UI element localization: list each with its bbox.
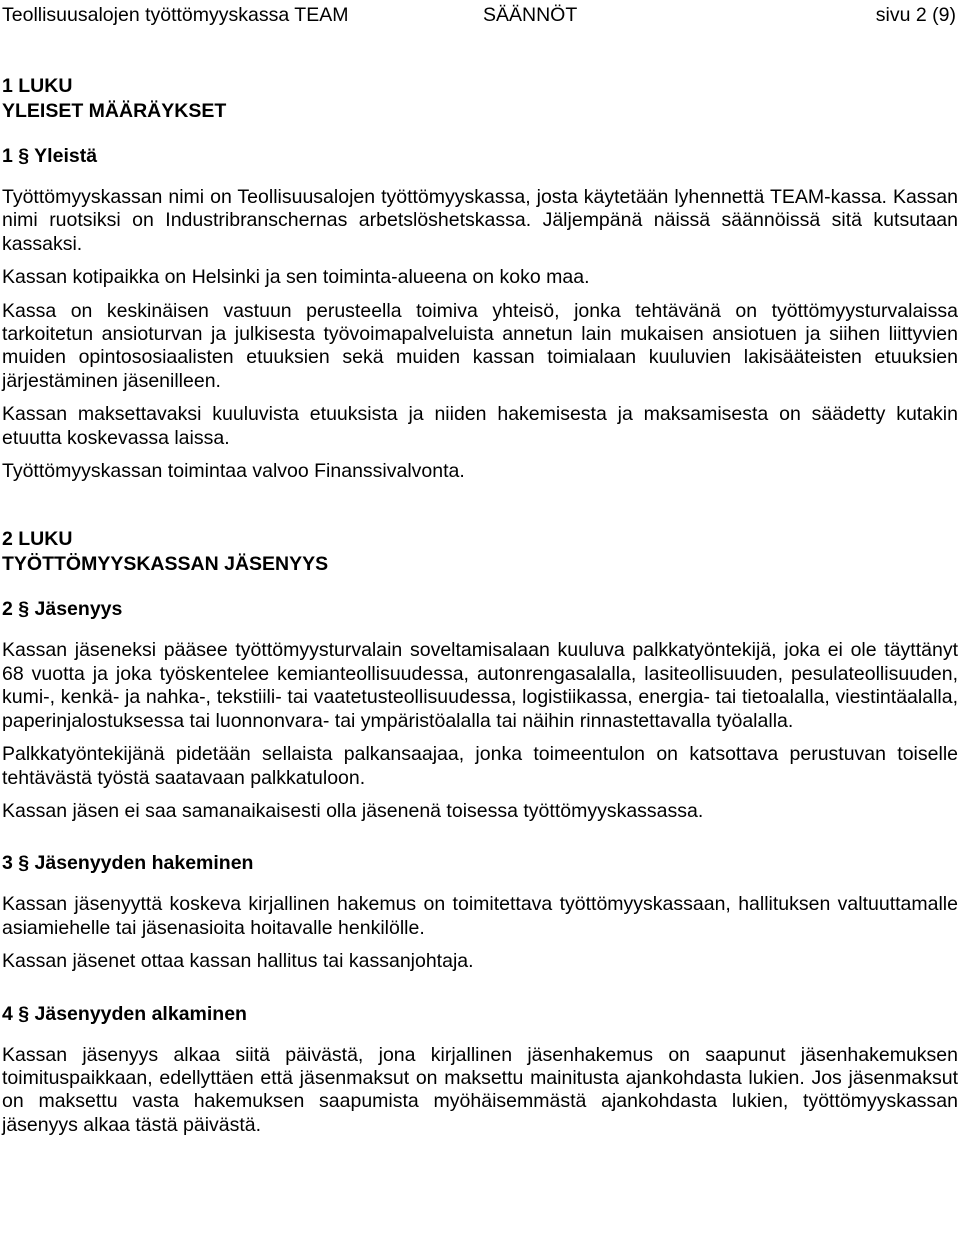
section-2-paragraph: Kassan jäsen ei saa samanaikaisesti olla jäsenenä toisessa työttömyyskassassa.	[2, 799, 704, 822]
section-1-paragraph: Kassa on keskinäisen vastuun perusteella toimiva yhteisö, jonka tehtävänä on työttömyysturvalaissa tarkoitetun ansioturvan ja julkisesta työvoimapalveluista annetun lain mukaisen ansiotuen ja siihen liittyvien muiden opintososiaalisten etuuksien sekä muiden kassan toimialaan kuuluvien lakisääteisten etuuksien järjestäminen jäsenilleen.	[2, 299, 958, 392]
header-document-title: SÄÄNNÖT	[483, 4, 578, 26]
spacer	[2, 823, 958, 851]
header-page-number: sivu 2 (9)	[875, 4, 956, 26]
chapter-1-heading	[2, 74, 958, 124]
section-3-heading: 3 § Jäsenyyden hakeminen	[2, 852, 254, 875]
spacer	[2, 974, 958, 1002]
spacer	[2, 483, 958, 527]
chapter-2-number: 2 LUKU	[2, 528, 73, 551]
chapter-2-heading	[2, 527, 958, 577]
section-3-paragraph: Kassan jäsenet ottaa kassan hallitus tai kassanjohtaja.	[2, 950, 474, 973]
section-1-heading: 1 § Yleistä	[2, 145, 98, 167]
document-body	[2, 74, 958, 1137]
section-2-heading: 2 § Jäsenyys	[2, 598, 123, 621]
section-1-paragraph: Kassan kotipaikka on Helsinki ja sen toiminta-alueena on koko maa.	[2, 266, 590, 289]
section-1-paragraph: Kassan maksettavaksi kuuluvista etuuksista ja niiden hakemisesta ja maksamisesta on säädetty kutakin etuutta koskevassa laissa.	[2, 403, 958, 449]
section-1-paragraph: Työttömyyskassan nimi on Teollisuusalojen työttömyyskassa, josta käytetään lyhennettä TEAM-kassa. Kassan nimi ruotsiksi on Industribranschernas arbetslöshetskassa. Jäljempänä näissä säännöissä sitä kutsutaan kassaksi.	[2, 186, 958, 255]
chapter-1-number: 1 LUKU	[2, 75, 73, 97]
section-2-paragraph: Kassan jäseneksi pääsee työttömyysturvalain soveltamisalaan kuuluva palkkatyöntekijä, joka ei ole täyttänyt 68 vuotta ja joka työskentelee kemianteollisuudessa, autonrengasalalla, lasiteollisuuden, pesulateollisuuden, kumi-, kenkä- ja nahka-, tekstiili- tai vaatetusteollisuudessa, logistiikassa, energia- tai tietoalalla, viestintäalalla, paperinjalostuksessa tai luonnonvara- tai ympäristöalalla tai näihin rinnastettavalla työalalla.	[2, 639, 958, 732]
header-organization: Teollisuusalojen työttömyyskassa TEAM	[2, 4, 349, 26]
section-4-paragraph: Kassan jäsenyys alkaa siitä päivästä, jona kirjallinen jäsenhakemus on saapunut jäsenhakemuksen toimituspaikkaan, edellyttäen että jäsenmaksut on maksettu mainitusta ajankohdasta lukien. Jos jäsenmaksut on maksettu vasta hakemuksen saapumista myöhäisemmästä ajankohdasta lukien, työttömyyskassan jäsenyys alkaa tästä päivästä.	[2, 1043, 958, 1136]
page-header	[2, 2, 956, 28]
section-1-paragraph: Työttömyyskassan toimintaa valvoo Finanssivalvonta.	[2, 460, 465, 483]
chapter-1-title: YLEISET MÄÄRÄYKSET	[2, 100, 227, 122]
section-4-heading: 4 § Jäsenyyden alkaminen	[2, 1002, 247, 1025]
section-3-paragraph: Kassan jäsenyyttä koskeva kirjallinen hakemus on toimitettava työttömyyskassaan, hallituksen valtuuttamalle asiamiehelle tai jäsenasioita hoitavalle henkilölle.	[2, 893, 958, 939]
chapter-2-title: TYÖTTÖMYYSKASSAN JÄSENYYS	[2, 553, 329, 576]
section-2-paragraph: Palkkatyöntekijänä pidetään sellaista palkansaajaa, jonka toimeentulon on katsottava perustuvan toiselle tehtävästä työstä saatavaan palkkatuloon.	[2, 743, 958, 789]
